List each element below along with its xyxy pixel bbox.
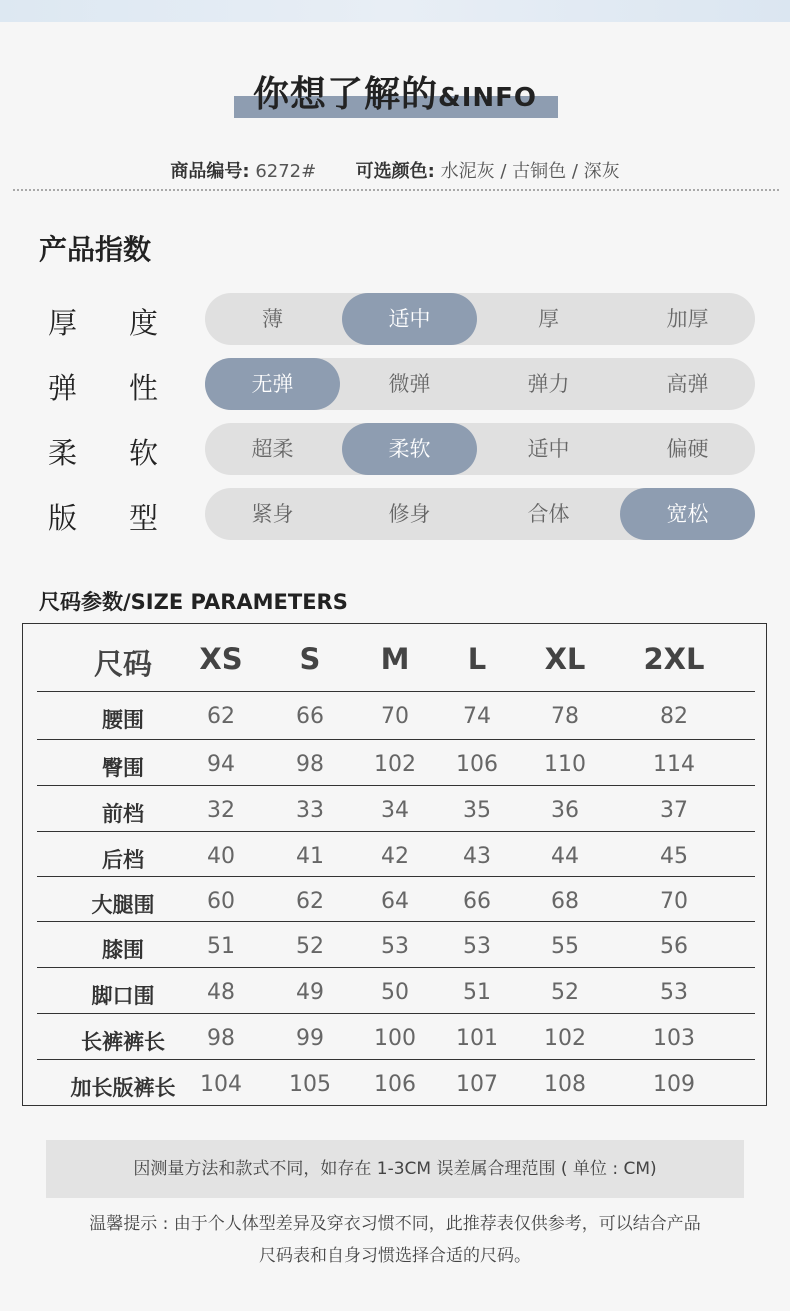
index-option: 厚 (538, 307, 559, 331)
index-row-label (48, 496, 158, 537)
table-cell: 52 (296, 934, 324, 959)
table-row (37, 1013, 755, 1060)
table-cell: 102 (374, 752, 416, 777)
row-label: 后档 (102, 848, 144, 872)
table-cell: 104 (200, 1072, 242, 1097)
index-row-label-char: 性 (128, 371, 158, 405)
table-cell: 40 (207, 844, 235, 869)
table-cell: 74 (463, 704, 491, 729)
index-option: 薄 (262, 307, 283, 331)
table-cell: 64 (381, 889, 409, 914)
size-header-l: L (467, 642, 487, 676)
table-cell: 66 (463, 889, 491, 914)
index-option: 适中 (527, 437, 570, 461)
table-cell: 66 (296, 704, 324, 729)
title-en: &INFO (438, 83, 537, 113)
table-cell: 70 (381, 704, 409, 729)
product-info-line (0, 157, 790, 183)
table-cell: 44 (551, 844, 579, 869)
tip-line-1: 温馨提示 : 由于个人体型差异及穿衣习惯不同，此推荐表仅供参考，可以结合产品 (89, 1214, 701, 1234)
row-label: 前档 (102, 802, 144, 826)
table-cell: 98 (207, 1026, 235, 1051)
index-option: 高弹 (666, 372, 709, 396)
table-cell: 52 (551, 980, 579, 1005)
table-cell: 51 (463, 980, 491, 1005)
index-option-selected: 宽松 (620, 488, 755, 540)
table-cell: 108 (544, 1072, 586, 1097)
table-cell: 60 (207, 889, 235, 914)
size-header-m: M (380, 642, 410, 676)
table-cell: 53 (660, 980, 688, 1005)
size-section-title: 尺码参数/SIZE PARAMETERS (39, 590, 348, 614)
index-row-label-char: 弹 (48, 371, 78, 405)
size-header-xs: XS (199, 642, 243, 676)
index-option-selected: 适中 (342, 293, 477, 345)
table-cell: 106 (456, 752, 498, 777)
table-cell: 101 (456, 1026, 498, 1051)
table-cell: 36 (551, 798, 579, 823)
index-option: 弹力 (527, 372, 570, 396)
index-option: 微弹 (388, 372, 431, 396)
table-cell: 62 (296, 889, 324, 914)
table-row (37, 1059, 755, 1106)
top-decorative-strip (0, 0, 790, 22)
table-cell: 103 (653, 1026, 695, 1051)
table-cell: 109 (653, 1072, 695, 1097)
table-cell: 82 (660, 704, 688, 729)
table-row (37, 739, 755, 786)
dotted-divider (13, 189, 779, 191)
index-row-label-char: 版 (48, 501, 78, 535)
index-scale (205, 488, 755, 540)
row-label: 膝围 (102, 938, 144, 962)
index-option: 修身 (388, 502, 431, 526)
size-header-xl: XL (544, 642, 586, 676)
row-label: 大腿围 (91, 893, 155, 917)
table-cell: 34 (381, 798, 409, 823)
size-table-header (23, 624, 766, 691)
table-cell: 78 (551, 704, 579, 729)
table-cell: 94 (207, 752, 235, 777)
table-cell: 100 (374, 1026, 416, 1051)
row-label: 长裤裤长 (81, 1030, 165, 1054)
table-cell: 70 (660, 889, 688, 914)
index-option: 加厚 (666, 307, 709, 331)
index-option-selected: 无弹 (205, 358, 340, 410)
product-code-label: 商品编号: (170, 161, 250, 182)
table-cell: 56 (660, 934, 688, 959)
table-cell: 68 (551, 889, 579, 914)
table-cell: 102 (544, 1026, 586, 1051)
table-cell: 62 (207, 704, 235, 729)
table-cell: 105 (289, 1072, 331, 1097)
table-cell: 110 (544, 752, 586, 777)
measurement-note: 因测量方法和款式不同，如存在 1-3CM 误差属合理范围 ( 单位 : CM) (46, 1140, 744, 1198)
index-scale (205, 358, 755, 410)
index-option: 合体 (527, 502, 570, 526)
color-value: 水泥灰 / 古铜色 / 深灰 (440, 161, 620, 182)
table-row (37, 967, 755, 1014)
table-cell: 48 (207, 980, 235, 1005)
table-row (37, 831, 755, 877)
table-cell: 107 (456, 1072, 498, 1097)
table-cell: 32 (207, 798, 235, 823)
size-header-s: S (299, 642, 321, 676)
color-label: 可选颜色: (355, 161, 435, 182)
index-row (0, 423, 790, 475)
index-row-label-char: 型 (128, 501, 158, 535)
table-row (37, 691, 755, 740)
table-cell: 33 (296, 798, 324, 823)
table-cell: 114 (653, 752, 695, 777)
table-cell: 53 (463, 934, 491, 959)
size-table (22, 623, 767, 1106)
size-header-2xl: 2XL (643, 642, 705, 676)
index-row (0, 488, 790, 540)
table-cell: 43 (463, 844, 491, 869)
index-row-label (48, 431, 158, 472)
product-code-value: 6272# (255, 161, 317, 182)
index-scale (205, 293, 755, 345)
page-title (0, 62, 790, 122)
table-cell: 49 (296, 980, 324, 1005)
index-row-label-char: 度 (128, 306, 158, 340)
table-cell: 50 (381, 980, 409, 1005)
table-cell: 42 (381, 844, 409, 869)
tip-line-2: 尺码表和自身习惯选择合适的尺码。 (259, 1246, 531, 1266)
index-section-title: 产品指数 (39, 233, 152, 266)
table-cell: 55 (551, 934, 579, 959)
index-option-selected: 柔软 (342, 423, 477, 475)
table-cell: 106 (374, 1072, 416, 1097)
table-cell: 45 (660, 844, 688, 869)
index-row-label (48, 301, 158, 342)
table-cell: 35 (463, 798, 491, 823)
index-row-label-char: 软 (128, 436, 158, 470)
row-label: 加长版裤长 (70, 1076, 176, 1100)
table-cell: 53 (381, 934, 409, 959)
table-cell: 37 (660, 798, 688, 823)
table-cell: 99 (296, 1026, 324, 1051)
index-scale (205, 423, 755, 475)
table-cell: 51 (207, 934, 235, 959)
index-row-label-char: 厚 (48, 306, 78, 340)
index-row-label (48, 366, 158, 407)
index-option: 超柔 (251, 437, 294, 461)
table-row (37, 921, 755, 968)
row-label: 腰围 (102, 708, 144, 732)
index-option: 偏硬 (666, 437, 709, 461)
index-option: 紧身 (251, 502, 294, 526)
index-row (0, 358, 790, 410)
row-label: 臀围 (102, 756, 144, 780)
title-cn: 你想了解的 (253, 74, 439, 115)
index-row (0, 293, 790, 345)
row-label: 脚口围 (91, 984, 155, 1008)
size-header-label: 尺码 (93, 647, 153, 681)
index-row-label-char: 柔 (48, 436, 78, 470)
table-cell: 98 (296, 752, 324, 777)
table-row (37, 785, 755, 832)
table-row (37, 876, 755, 922)
table-cell: 41 (296, 844, 324, 869)
